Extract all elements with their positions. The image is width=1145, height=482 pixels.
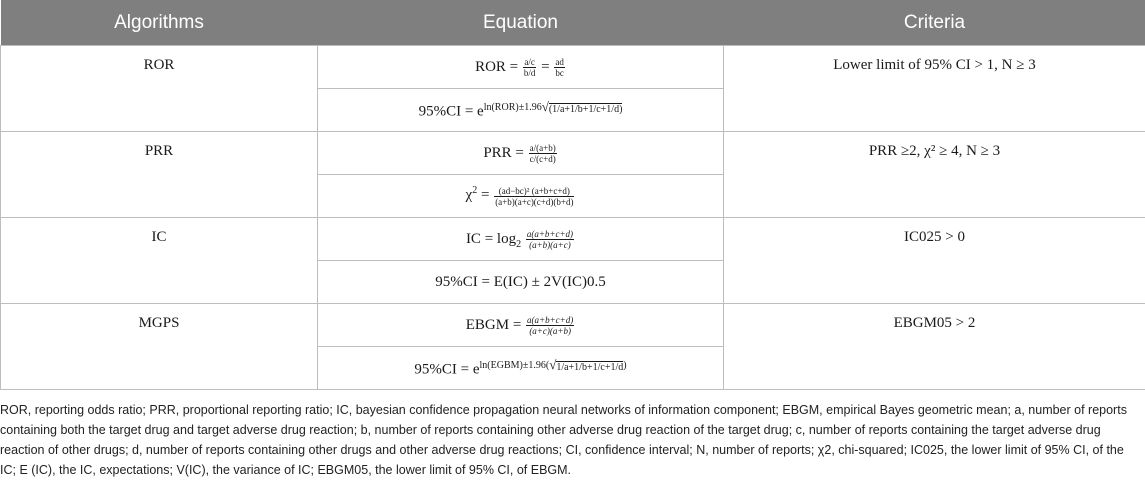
header-criteria: Criteria [724, 0, 1145, 46]
fraction: $\frac{a(a+b+c+d)}{(a+c)(a+b)}$ [527, 314, 574, 336]
fraction: $\frac{a/(a+b)}{c/(c+d)}$ [529, 142, 556, 164]
eq-lhs: IC = log [465, 230, 517, 247]
equals-sign: = [541, 58, 550, 75]
table-footnote: ROR, reporting odds ratio; PRR, proportional reporting ratio; IC, bayesian confidence propagation neural networks of information component; EBGM, empirical Bayes geometric mean; a, number of reports containing both the target drug and target adverse drug reaction; b, number of reports containing other adverse drug reaction of the target drug; c, number of reports containing the target adverse drug reaction of other drugs; d, number of reports containing other drugs and other adverse drug reactions; CI, confidence interval; N, number of reports; χ2, chi-squared; IC025, the lower limit of 95% CI, of the IC; E (IC), the IC, expectations; V(IC), the variance of IC; EBGM05, the lower limit of 95% CI, of EBGM. [0, 403, 1127, 477]
criteria-cell: Lower limit of 95% CI > 1, N ≥ 3 [724, 46, 1145, 132]
criteria-cell: PRR ≥2, χ² ≥ 4, N ≥ 3 [724, 132, 1145, 218]
equation-cell [318, 175, 724, 218]
equation-cell [318, 46, 724, 89]
eq-lhs: 95%CI = e [418, 103, 484, 120]
algorithm-cell: PRR [1, 132, 318, 218]
criteria-cell: EBGM05 > 2 [724, 304, 1145, 390]
equation-cell [318, 218, 724, 261]
table-row-mgps [1, 304, 1145, 347]
eq-lhs: 95%CI = e [414, 361, 480, 378]
eq-lhs: EBGM = [465, 316, 522, 333]
subscript: 2 [516, 238, 522, 250]
fraction: $\frac{a/c}{b/d}$ [523, 56, 536, 78]
fraction: $\frac{\text{(ad−bc)² (a+b+c+d)}}{(a+b)(a+c)(c+d)(b+d)}$ [495, 185, 574, 207]
algorithm-cell: IC [1, 218, 318, 304]
exponent: ln(EGBM)±1.96( [479, 359, 550, 371]
exponent: ln(ROR)±1.96 [483, 101, 542, 113]
eq-lhs: PRR = [483, 144, 524, 161]
equals-sign: = [480, 187, 490, 204]
eq-lhs: χ [465, 187, 473, 204]
equation-cell [318, 89, 724, 132]
fraction: $\frac{ad}{bc}$ [555, 56, 564, 78]
table-row-ror [1, 46, 1145, 89]
equation-cell: $95\%CI = e^{ln(EGBM)\pm 1.96(√1/a+1/b+1/c+1/d)}$ [318, 347, 724, 390]
sqrt-symbol: √1/a+1/b+1/c+1/d [549, 357, 624, 374]
eq-lhs: ROR = [475, 58, 519, 75]
header-algorithms: Algorithms [1, 0, 318, 46]
fraction: $\frac{a(a+b+c+d)}{(a+b)(a+c)}$ [526, 228, 574, 250]
equation-cell [318, 132, 724, 175]
exponent: 2 [472, 185, 478, 197]
header-equation: Equation [318, 0, 724, 46]
criteria-cell: IC025 > 0 [724, 218, 1145, 304]
header-row [1, 0, 1145, 46]
equation-cell: 95%CI = E(IC) ± 2V(IC)0.5 [318, 261, 724, 304]
algorithm-cell: MGPS [1, 304, 318, 390]
equation-cell [318, 304, 724, 347]
algorithm-cell: ROR [1, 46, 318, 132]
sqrt-symbol: √(1/a+1/b+1/c+1/d) [541, 99, 623, 116]
table-row-prr [1, 132, 1145, 175]
table-row-ic [1, 218, 1145, 261]
